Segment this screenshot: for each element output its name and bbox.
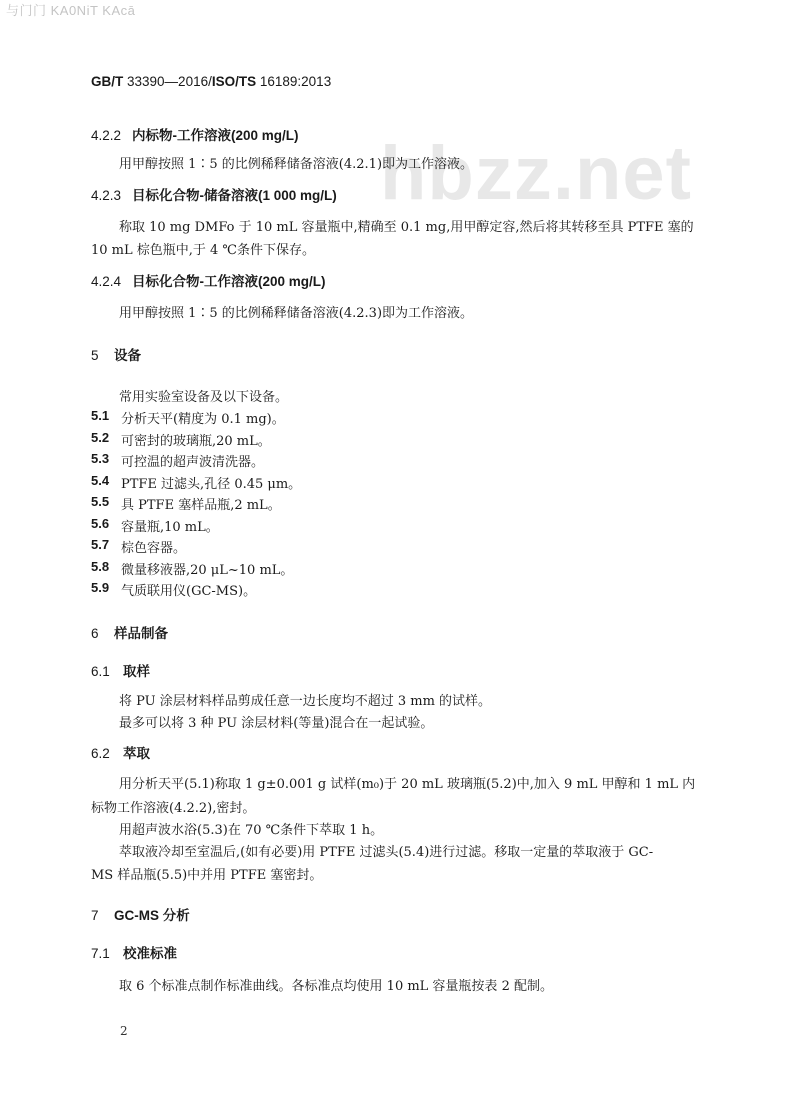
heading-6-1 xyxy=(91,660,150,680)
std-prefix: GB/T xyxy=(91,74,124,89)
item-text: 分析天平(精度为 0.1 mg)。 xyxy=(121,412,285,427)
item-number: 5.1 xyxy=(91,408,110,423)
list-item xyxy=(91,580,691,599)
item-number: 5.9 xyxy=(91,580,110,595)
heading-6-2 xyxy=(91,742,150,762)
item-text: 具 PTFE 塞样品瓶,2 mL。 xyxy=(121,498,281,513)
item-text: 棕色容器。 xyxy=(121,541,187,556)
paragraph: 用甲醇按照 1∶5 的比例稀释储备溶液(4.2.1)即为工作溶液。 xyxy=(119,157,474,172)
item-number: 5.5 xyxy=(91,494,110,509)
list-item xyxy=(91,516,691,535)
heading-number: 4.2.3 xyxy=(91,188,122,203)
heading-title: 样品制备 xyxy=(114,626,168,641)
item-text: 可控温的超声波清洗器。 xyxy=(121,455,265,470)
heading-title: 内标物-工作溶液(200 mg/L) xyxy=(132,128,299,143)
heading-number: 7.1 xyxy=(91,946,110,961)
watermark: hbzz.net xyxy=(380,131,692,216)
paragraph: 取 6 个标准点制作标准曲线。各标准点均使用 10 mL 容量瓶按表 2 配制。 xyxy=(119,979,553,994)
standard-code xyxy=(91,74,331,89)
heading-title: 设备 xyxy=(114,348,141,363)
paragraph-line: 用分析天平(5.1)称取 1 g±0.001 g 试样(m₀)于 20 mL 玻璃瓶(5.2)中,加入 9 mL 甲醇和 1 mL 内 xyxy=(119,777,696,792)
std-iso-number: 16189:2013 xyxy=(259,74,332,89)
paragraph-line: MS 样品瓶(5.5)中并用 PTFE 塞密封。 xyxy=(91,868,323,883)
heading-6 xyxy=(91,622,168,642)
heading-4-2-4 xyxy=(91,270,326,290)
list-item xyxy=(91,430,691,449)
heading-number: 6.1 xyxy=(91,664,110,679)
heading-number: 6.2 xyxy=(91,746,110,761)
heading-title: 萃取 xyxy=(123,746,150,761)
heading-7-1 xyxy=(91,942,177,962)
item-number: 5.3 xyxy=(91,451,110,466)
paragraph: 常用实验室设备及以下设备。 xyxy=(119,390,289,405)
paragraph-line: 10 mL 棕色瓶中,于 4 ℃条件下保存。 xyxy=(91,243,315,258)
heading-title: 目标化合物-储备溶液(1 000 mg/L) xyxy=(132,188,337,203)
page-number: 2 xyxy=(120,1024,128,1038)
heading-title: 校准标准 xyxy=(123,946,177,961)
list-item xyxy=(91,408,691,427)
item-text: 气质联用仪(GC-MS)。 xyxy=(121,584,257,599)
item-number: 5.4 xyxy=(91,473,110,488)
heading-7 xyxy=(91,904,190,924)
list-item xyxy=(91,451,691,470)
paragraph-line: 最多可以将 3 种 PU 涂层材料(等量)混合在一起试验。 xyxy=(119,716,434,731)
paragraph-line: 将 PU 涂层材料样品剪成任意一边长度均不超过 3 mm 的试样。 xyxy=(119,694,492,709)
list-item xyxy=(91,494,691,513)
heading-number: 4.2.2 xyxy=(91,128,122,143)
heading-title: 目标化合物-工作溶液(200 mg/L) xyxy=(132,274,326,289)
paragraph: 用甲醇按照 1∶5 的比例稀释储备溶液(4.2.3)即为工作溶液。 xyxy=(119,306,474,321)
paragraph-line: 称取 10 mg DMFo 于 10 mL 容量瓶中,精确至 0.1 mg,用甲醇定容,然后将其转移至具 PTFE 塞的 xyxy=(119,220,694,235)
list-item xyxy=(91,559,691,578)
paragraph-line: 用超声波水浴(5.3)在 70 ℃条件下萃取 1 h。 xyxy=(119,823,384,838)
heading-title: 取样 xyxy=(123,664,150,679)
std-iso: ISO/TS xyxy=(211,74,257,89)
heading-number: 6 xyxy=(91,626,99,641)
paragraph-line: 萃取液冷却至室温后,(如有必要)用 PTFE 过滤头(5.4)进行过滤。移取一定量的萃取液于 GC- xyxy=(119,845,654,860)
item-text: 可密封的玻璃瓶,20 mL。 xyxy=(121,434,271,449)
heading-number: 5 xyxy=(91,348,99,363)
item-text: PTFE 过滤头,孔径 0.45 μm。 xyxy=(121,477,302,492)
item-number: 5.6 xyxy=(91,516,110,531)
heading-5 xyxy=(91,344,141,364)
heading-number: 7 xyxy=(91,908,99,923)
item-number: 5.7 xyxy=(91,537,110,552)
item-text: 容量瓶,10 mL。 xyxy=(121,520,219,535)
header-mark: 与门门 KA0NiT KAcā xyxy=(6,3,136,18)
paragraph-line: 标物工作溶液(4.2.2),密封。 xyxy=(91,801,256,816)
item-number: 5.2 xyxy=(91,430,110,445)
heading-number: 4.2.4 xyxy=(91,274,122,289)
list-item xyxy=(91,473,691,492)
heading-4-2-3 xyxy=(91,184,337,204)
item-text: 微量移液器,20 μL~10 mL。 xyxy=(121,563,294,578)
heading-title: GC-MS 分析 xyxy=(114,908,190,923)
list-item xyxy=(91,537,691,556)
std-number: 33390—2016/ xyxy=(127,74,212,89)
item-number: 5.8 xyxy=(91,559,110,574)
heading-4-2-2 xyxy=(91,124,299,144)
